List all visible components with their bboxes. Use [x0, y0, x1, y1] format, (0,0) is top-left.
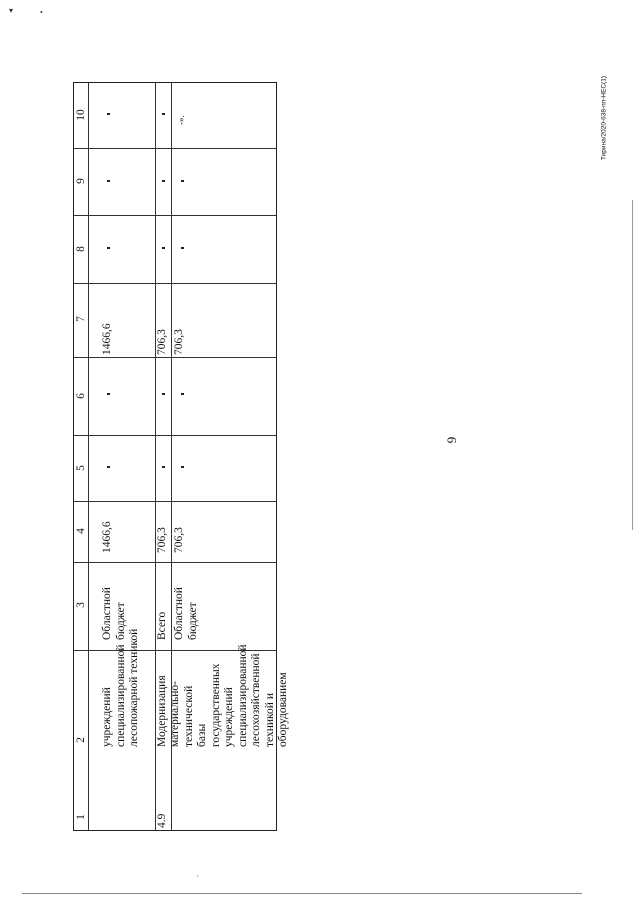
header-cell-8: 8 — [75, 246, 87, 252]
budget-table — [73, 82, 289, 831]
header-cell-1: 1 — [75, 814, 87, 820]
header-cell-9: 9 — [75, 178, 87, 184]
row3-col10-closing: -». — [176, 115, 186, 125]
row3-col6-dash — [181, 393, 184, 395]
row3-col9-dash — [181, 180, 184, 182]
row2-col9-dash — [162, 180, 165, 182]
row2-description: Модернизация — [156, 675, 168, 747]
scan-mark: · — [196, 872, 199, 881]
header-cell-4: 4 — [75, 528, 87, 534]
document-reference: Тирина/2020-638-пп-НЕС(1) — [600, 75, 608, 161]
column-separator — [74, 357, 276, 358]
column-separator — [74, 501, 276, 502]
row2-number: 4.9 — [156, 813, 168, 828]
row1-col4: 1466,6 — [101, 521, 113, 553]
header-cell-10: 10 — [75, 109, 87, 121]
row1-col7: 1466,6 — [101, 323, 113, 355]
header-cell-7: 7 — [75, 316, 87, 322]
right-scan-edge — [632, 200, 633, 530]
header-cell-3: 3 — [75, 602, 87, 608]
page-number: 9 — [444, 436, 459, 444]
row2-col10-dash — [162, 113, 165, 115]
row3-description: материально-технической базы государственных учреждений специализированной лесохозяйственной техникой и оборудованием — [169, 644, 289, 747]
column-separator — [74, 435, 276, 436]
row2-col8-dash — [162, 247, 165, 249]
row-separator — [88, 83, 89, 830]
row3-source: Областной бюджет — [173, 587, 199, 640]
row1-col9-dash — [107, 180, 110, 182]
row2-source: Всего — [156, 611, 168, 640]
row1-col10-dash — [107, 113, 110, 115]
row3-col7: 706,3 — [173, 329, 185, 355]
column-separator — [74, 562, 276, 563]
bottom-scan-edge — [22, 893, 582, 894]
column-separator — [74, 215, 276, 216]
row1-col8-dash — [107, 247, 110, 249]
scan-mark: • — [40, 8, 43, 17]
row1-col5-dash — [107, 466, 110, 468]
row2-col6-dash — [162, 393, 165, 395]
row1-description: учреждений специализированной лесопожарной техникой — [101, 628, 140, 747]
column-separator — [74, 283, 276, 284]
column-separator — [74, 148, 276, 149]
row1-col6-dash — [107, 393, 110, 395]
row3-col8-dash — [181, 247, 184, 249]
row2-col7: 706,3 — [156, 329, 168, 355]
row1-source: Областной бюджет — [101, 587, 127, 640]
header-cell-6: 6 — [75, 393, 87, 399]
header-cell-5: 5 — [75, 465, 87, 471]
scan-mark: ▾ — [9, 6, 14, 15]
row2-col4: 706,3 — [156, 527, 168, 553]
row3-col4: 706,3 — [173, 527, 185, 553]
row3-col5-dash — [181, 466, 184, 468]
header-cell-2: 2 — [75, 737, 87, 743]
row2-col5-dash — [162, 466, 165, 468]
